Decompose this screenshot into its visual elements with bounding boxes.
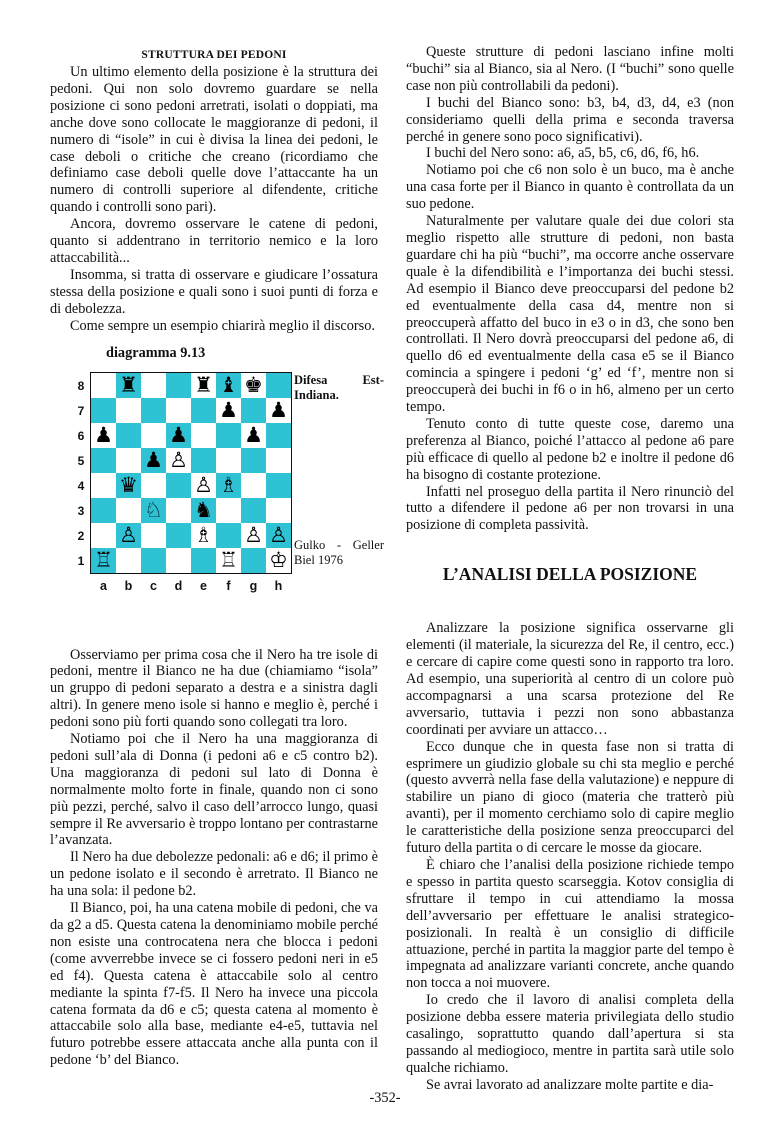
file-label: e [200, 578, 207, 593]
black-pawn-icon: ♟ [144, 447, 163, 472]
board-square-g4 [241, 473, 266, 498]
black-pawn-icon: ♟ [169, 422, 188, 447]
rank-label: 7 [77, 403, 85, 418]
black-pawn-icon: ♟ [94, 422, 113, 447]
file-label: c [150, 578, 157, 593]
black-pawn-icon: ♟ [219, 397, 238, 422]
paragraph: Il Bianco, poi, ha una catena mobile di pedoni, che va da g2 a d5. Questa catena la denominiamo mobile perché non esiste una controcatena nera che blocca i pedoni (come avverrebbe invece se ci fossero pedoni neri in e5 ed f4). Questa catena è attaccabile solo al centro mediante la spinta f7-f5. Il Nero ha invece una piccola catena formata da d6 e c5; questa catena al momento è attaccabile solo alla base, mediante e4-e5, tuttavia nel futuro potrebbe essere attaccata anche alla punta con il pedone ‘b’ del Bianco. [50, 900, 378, 1069]
board-square-h4 [266, 473, 291, 498]
chess-diagram [50, 344, 384, 635]
rank-label: 6 [77, 428, 85, 443]
black-queen-icon: ♛ [119, 472, 138, 497]
rank-label: 2 [77, 528, 85, 543]
white-pawn-icon: ♙ [269, 522, 288, 547]
black-bishop-icon: ♝ [219, 372, 238, 397]
white-pawn-icon: ♙ [119, 522, 138, 547]
paragraph: Come sempre un esempio chiarirà meglio il discorso. [70, 317, 375, 334]
board-square-a7 [91, 398, 116, 423]
paragraph: Infatti nel proseguo della partita il Nero rinunciò del tutto a difendere il pedone a6 per non trovarsi in una posizione di completa passività. [406, 483, 734, 534]
file-label: h [274, 578, 283, 593]
chessboard [90, 372, 292, 574]
black-pawn-icon: ♟ [244, 422, 263, 447]
board-square-h3 [266, 498, 291, 523]
board-square-b6 [116, 423, 141, 448]
paragraph: Tenuto conto di tutte queste cose, daremo una preferenza al Bianco, poiché l’attacco al pedone a6 pare più efficace di quello al pedone b2 e inoltre il pedone d6 ha bisogno di costante protezione. [406, 415, 734, 483]
paragraph: Notiamo poi che il Nero ha una maggioranza di pedoni sull’ala di Donna (i pedoni a6 e c5 contro b2). Una maggioranza di pedoni sul lato di Donna è normalmente molto forte in finale, quando non ci sono più pezzi, perché, salvo il caso dell’arrocco lungo, quasi sempre il Re avversario è troppo lontano per contrastarne l’avanzata. [50, 731, 378, 849]
board-square-h5 [266, 448, 291, 473]
board-square-g5 [241, 448, 266, 473]
board-square-d7 [166, 398, 191, 423]
black-knight-icon: ♞ [194, 497, 213, 522]
file-label: g [249, 578, 258, 593]
paragraph: Se avrai lavorato ad analizzare molte partite e dia- [426, 1076, 714, 1093]
white-pawn-icon: ♙ [244, 522, 263, 547]
rank-label: 5 [77, 453, 85, 468]
board-square-c7 [141, 398, 166, 423]
board-square-a4 [91, 473, 116, 498]
board-square-c2 [141, 523, 166, 548]
board-square-e5 [191, 448, 216, 473]
white-rook-icon: ♖ [219, 547, 238, 572]
board-square-d3 [166, 498, 191, 523]
board-square-g3 [241, 498, 266, 523]
white-bishop-icon: ♗ [219, 472, 238, 497]
board-square-e1 [191, 548, 216, 573]
board-square-c4 [141, 473, 166, 498]
rank-label: 4 [77, 478, 85, 493]
board-square-d2 [166, 523, 191, 548]
board-square-b1 [116, 548, 141, 573]
board-square-b7 [116, 398, 141, 423]
board-square-a8 [91, 373, 116, 398]
white-bishop-icon: ♗ [194, 522, 213, 547]
paragraph: I buchi del Bianco sono: b3, b4, d3, d4, e3 (non consideriamo quelli della prima e seconda traversa perché in genere sono poco significativi). [406, 94, 734, 145]
board-square-g7 [241, 398, 266, 423]
diagram-title: diagramma 9.13 [106, 344, 206, 361]
paragraph: Naturalmente per valutare quale dei due colori sta meglio rispetto alle strutture di pedoni, non basta guardare chi ha più “buchi”, ma occorre anche osservare quale è la difendibilità e l’importanza dei buchi stessi. Ad esempio il Bianco deve preoccuparsi del pedone b2 ed eventualmente della casa d4, mentre non si preoccuperà affatto del buco in e3 o in d3, che sono ben controllati. Il Nero dovrà preoccuparsi del pedone a6, di quello d6 ed eventualmente della casa e5 se il Bianco comincia a spingere i pedoni ‘g’ ed ‘f’, mentre non si preoccuperà dei buchi in f6 o in h6, almeno per un certo tempo. [406, 213, 734, 416]
left-column [50, 44, 384, 1069]
paragraph: Ancora, dovremo osservare le catene di pedoni, quanto si addentrano in territorio nemico e la loro attaccabilità... [50, 216, 378, 266]
white-king-icon: ♔ [269, 547, 288, 572]
section-title: STRUTTURA DEI PEDONI [141, 49, 287, 61]
board-square-a3 [91, 498, 116, 523]
opening-name: Difesa Est-Indiana. [294, 372, 384, 402]
board-square-a2 [91, 523, 116, 548]
paragraph: Insomma, si tratta di osservare e giudicare l’ossatura stessa della posizione e quali sono i suoi punti di forza e di debolezza. [50, 266, 378, 317]
chapter-title: L’ANALISI DELLA POSIZIONE [442, 564, 698, 585]
game-info: Gulko - Geller Biel 1976 [294, 537, 384, 567]
board-square-e7 [191, 398, 216, 423]
paragraph: Un ultimo elemento della posizione è la struttura dei pedoni. Qui non solo dovremo guardare se nella posizione ci sono pedoni arretrati, isolati o doppiati, ma anche dove sono collocate le maggioranze di pedoni, il numero di “isole” in cui è divisa la linea dei pedoni, le case deboli o critiche che creano (ricordiamo che definiamo case deboli quelle dove l’attaccante ha un numero di controlli superiore al difendente, critiche quando i controlli sono pari). [50, 64, 378, 216]
rank-label: 3 [77, 503, 85, 518]
paragraph: Queste strutture di pedoni lasciano infine molti “buchi” sia al Bianco, sia al Nero. (I “buchi” sono quelle case non più controllabili da pedoni). [406, 44, 734, 94]
file-label: f [226, 578, 231, 593]
paragraph: Analizzare la posizione significa osservarne gli elementi (il materiale, la sicurezza del Re, il centro, ecc.) e cercare di capire come questi sono in rapporto tra loro. Ad esempio, una superiorità al centro di un colore può accompagnarsi a una scarsa protezione del Re avversario, tuttavia i pezzi non sono abbastanza coordinati per avviare un attacco… [406, 620, 734, 738]
board-square-f5 [216, 448, 241, 473]
right-column [406, 44, 734, 1094]
paragraph: Osserviamo per prima cosa che il Nero ha tre isole di pedoni, mentre il Bianco ne ha due (chiamiamo “isola” un gruppo di pedoni separato a destra e a sinistra dagli altri). In genere meno isole si hanno e meglio è, perché i pedoni sono più forti quando sono collegati tra loro. [50, 646, 378, 731]
file-label: a [100, 578, 107, 593]
board-square-f3 [216, 498, 241, 523]
board-square-c8 [141, 373, 166, 398]
paragraph: Notiamo poi che c6 non solo è un buco, ma è anche una casa forte per il Bianco in quanto è controllata da un suo pedone. [406, 162, 734, 213]
board-square-d4 [166, 473, 191, 498]
board-square-g1 [241, 548, 266, 573]
board-square-h8 [266, 373, 291, 398]
black-pawn-icon: ♟ [269, 397, 288, 422]
rank-label: 1 [77, 553, 85, 568]
black-rook-icon: ♜ [194, 372, 213, 397]
page-number: -352- [369, 1090, 401, 1106]
board-square-d1 [166, 548, 191, 573]
black-rook-icon: ♜ [119, 372, 138, 397]
board-square-c1 [141, 548, 166, 573]
board-square-a5 [91, 448, 116, 473]
paragraph: Il Nero ha due debolezze pedonali: a6 e d6; il primo è un pedone isolato e il secondo è arretrato. Il Bianco ne ha una sola: il pedone b2. [50, 849, 378, 900]
white-knight-icon: ♘ [144, 497, 163, 522]
paragraph: I buchi del Nero sono: a6, a5, b5, c6, d6, f6, h6. [426, 145, 700, 162]
black-king-icon: ♚ [244, 372, 263, 397]
file-label: b [124, 578, 133, 593]
white-pawn-icon: ♙ [169, 447, 188, 472]
paragraph: Io credo che il lavoro di analisi completa della posizione debba essere materia privilegiata dello studio casalingo, soprattutto quando dall’apertura si sta passando al mediogioco, mentre in partita sarà utile solo qualche richiamo. [406, 992, 734, 1076]
file-label: d [174, 578, 183, 593]
paragraph: È chiaro che l’analisi della posizione richiede tempo e spesso in partita questo scarseggia. Kotov consiglia di sfruttare il tempo in cui attendiamo la mossa dell’avversario per effettuare le analisi strategico-posizionali. In realtà è un consiglio di difficile attuazione, perché in partita la maggior parte del tempo è impegnata ad analizzare varianti concrete, anche quando non tocca a noi muovere. [406, 856, 734, 992]
board-square-d8 [166, 373, 191, 398]
paragraph: Ecco dunque che in questa fase non si tratta di esprimere un giudizio globale su chi sta meglio e perché (questo avverrà nella fase della valutazione) e neppure di stabilire un piano di gioco (materia che tratterò più avanti), per il momento cerchiamo solo di capire meglio le caratteristiche della posizione senza preoccuparci del futuro della partita o di cercare le mosse da giocare. [406, 738, 734, 857]
white-rook-icon: ♖ [94, 547, 113, 572]
board-square-f2 [216, 523, 241, 548]
white-pawn-icon: ♙ [194, 472, 213, 497]
board-square-c6 [141, 423, 166, 448]
rank-label: 8 [77, 378, 85, 393]
board-square-b3 [116, 498, 141, 523]
board-square-f6 [216, 423, 241, 448]
board-square-e6 [191, 423, 216, 448]
board-square-b5 [116, 448, 141, 473]
board-square-h6 [266, 423, 291, 448]
